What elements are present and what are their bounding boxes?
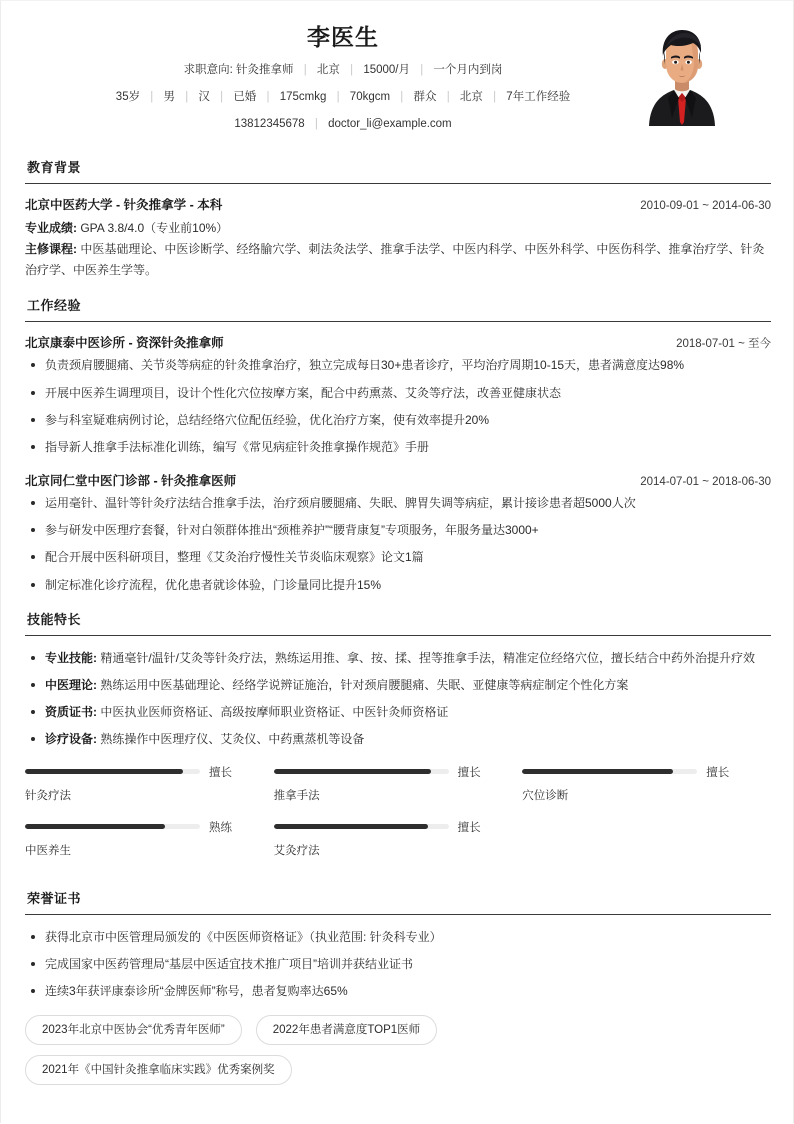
skill-bar-track <box>25 824 200 829</box>
education-gpa-row <box>25 218 771 239</box>
list-item <box>25 649 771 668</box>
work-bullet-list <box>25 356 771 457</box>
education-school-major: 北京中医药大学 - 针灸推拿学 - 本科 <box>25 198 223 213</box>
separator-icon: | <box>420 63 424 76</box>
work-entry-head <box>25 471 771 489</box>
list-item <box>25 703 771 722</box>
work-entry-head <box>25 333 771 351</box>
skill-bar-name: 艾灸疗法 <box>273 844 320 857</box>
skill-bar-fill <box>274 769 432 774</box>
education-entry <box>25 195 771 281</box>
education-gpa-label: 专业成绩: <box>25 221 77 236</box>
skill-bar-name: 针灸疗法 <box>25 789 71 802</box>
section-education <box>25 157 771 281</box>
skill-bar-track <box>274 769 449 774</box>
skill-value: 熟练运用中医基础理论、经络学说辨证施治，针对颈肩腰腿痛、失眠、亚健康等病症制定个性化方案 <box>100 678 629 693</box>
separator-icon: | <box>314 117 318 130</box>
separator-icon: | <box>266 90 270 103</box>
skill-bar-group <box>25 764 771 874</box>
skill-label: 诊疗设备: <box>45 732 97 747</box>
basic-weight: 70kgcm <box>349 90 391 103</box>
skill-bar-fill <box>25 769 183 774</box>
basic-age: 35岁 <box>115 90 141 103</box>
section-title-honors: 荣誉证书 <box>25 888 771 915</box>
skill-bar-row <box>274 764 507 780</box>
list-item: 连续3年获评康泰诊所“金牌医师”称号，患者复购率达65% <box>25 982 771 1001</box>
skill-bar-item <box>522 764 771 803</box>
skill-bar-item <box>274 764 523 803</box>
section-skills <box>25 609 771 874</box>
section-title-work: 工作经验 <box>25 295 771 322</box>
list-item: 获得北京市中医管理局颁发的《中医医师资格证》（执业范围: 针灸科专业） <box>25 928 771 947</box>
section-body-honors <box>25 915 771 1086</box>
section-work <box>25 295 771 595</box>
basic-height: 175cmkg <box>279 90 327 103</box>
section-honors <box>25 888 771 1086</box>
basic-ethnicity: 汉 <box>198 90 210 103</box>
skill-bar-level: 擅长 <box>209 766 232 779</box>
skill-bar-fill <box>274 824 428 829</box>
resume-page <box>1 1 794 1124</box>
skill-bar-level: 擅长 <box>457 766 481 779</box>
skill-label: 中医理论: <box>45 678 97 693</box>
list-item: 指导新人推拿手法标准化训练，编写《常见病症针灸推拿操作规范》手册 <box>25 438 771 457</box>
job-intent-city: 北京 <box>316 63 340 76</box>
skill-label: 资质证书: <box>45 705 97 720</box>
skills-bullet-list <box>25 649 771 750</box>
resume-header <box>25 1 771 143</box>
skill-value: 熟练操作中医理疗仪、艾灸仪、中药熏蒸机等设备 <box>100 732 365 747</box>
list-item: 配合开展中医科研项目，整理《艾灸治疗慢性关节炎临床观察》论文1篇 <box>25 548 771 567</box>
contact-phone[interactable]: 13812345678 <box>234 117 305 130</box>
separator-icon: | <box>220 90 224 103</box>
separator-icon: | <box>400 90 404 103</box>
honor-tag[interactable]: 2021年《中国针灸推拿临床实践》优秀案例奖 <box>25 1055 292 1085</box>
job-intent-label: 求职意向: <box>183 63 233 76</box>
separator-icon: | <box>185 90 189 103</box>
section-body-work <box>25 322 771 595</box>
skill-bar-item <box>25 819 274 858</box>
list-item <box>25 730 771 749</box>
skill-bar-row <box>25 819 258 835</box>
skill-bar-track <box>25 769 200 774</box>
section-body-education <box>25 184 771 281</box>
section-title-skills: 技能特长 <box>25 609 771 636</box>
contact-email[interactable]: doctor_li@example.com <box>328 117 452 130</box>
honor-tag[interactable]: 2023年北京中医协会“优秀青年医师” <box>25 1015 242 1045</box>
list-item: 开展中医养生调理项目，设计个性化穴位按摩方案，配合中药熏蒸、艾灸等疗法，改善亚健康状态 <box>25 384 771 403</box>
education-courses-row <box>25 239 771 281</box>
basic-experience-years: 7年工作经验 <box>506 90 571 103</box>
list-item: 完成国家中医药管理局“基层中医适宜技术推广项目”培训并获结业证书 <box>25 955 771 974</box>
honor-tag-group <box>25 1015 675 1085</box>
basic-marital-status: 已婚 <box>233 90 257 103</box>
work-date-range: 2018-07-01 ~ 至今 <box>676 338 771 351</box>
list-item: 负责颈肩腰腿痛、关节炎等病症的针灸推拿治疗，独立完成每日30+患者诊疗，平均治疗周期10-15天，患者满意度达98% <box>25 356 771 375</box>
work-company-role: 北京同仁堂中医门诊部 - 针灸推拿医师 <box>25 474 237 489</box>
skill-bar-name: 中医养生 <box>25 844 71 857</box>
separator-icon: | <box>446 90 450 103</box>
education-gpa-value: GPA 3.8/4.0（专业前10%） <box>80 221 229 236</box>
education-courses-label: 主修课程: <box>25 242 77 257</box>
separator-icon: | <box>303 63 307 76</box>
separator-icon: | <box>336 90 340 103</box>
skill-label: 专业技能: <box>45 650 97 665</box>
avatar-illustration <box>635 26 729 126</box>
separator-icon: | <box>350 63 354 76</box>
job-intent-position: 针灸推拿师 <box>236 63 294 76</box>
section-title-education: 教育背景 <box>25 157 771 184</box>
work-bullet-list <box>25 494 771 595</box>
basic-gender: 男 <box>163 90 175 103</box>
skill-bar-item <box>274 819 523 858</box>
honor-tag[interactable]: 2022年患者满意度TOP1医师 <box>256 1015 437 1045</box>
separator-icon: | <box>493 90 497 103</box>
education-entry-head <box>25 195 771 213</box>
skill-bar-track <box>274 824 449 829</box>
list-item <box>25 676 771 695</box>
work-entry <box>25 471 771 595</box>
honors-bullet-list <box>25 928 771 1002</box>
skill-bar-name: 穴位诊断 <box>522 789 569 802</box>
skill-bar-level: 擅长 <box>706 766 730 779</box>
skill-bar-level: 熟练 <box>209 821 232 834</box>
work-entry <box>25 333 771 457</box>
work-date-range: 2014-07-01 ~ 2018-06-30 <box>640 476 771 489</box>
list-item: 参与科室疑难病例讨论，总结经络穴位配伍经验，优化治疗方案，使有效率提升20% <box>25 411 771 430</box>
skill-bar-name: 推拿手法 <box>273 789 320 802</box>
list-item: 参与研发中医理疗套餐，针对白领群体推出“颈椎养护”“腰背康复”专项服务，年服务量达3000+ <box>25 521 771 540</box>
skill-value: 精通毫针/温针/艾灸等针灸疗法，熟练运用推、拿、按、揉、捏等推拿手法，精准定位经络穴位，擅长结合中药外治提升疗效 <box>100 650 756 665</box>
list-item: 制定标准化诊疗流程，优化患者就诊体验，门诊量同比提升15% <box>25 576 771 595</box>
skill-bar-row <box>522 764 755 780</box>
candidate-name: 李医生 <box>307 24 379 50</box>
basic-political-status: 群众 <box>413 90 437 103</box>
skill-bar-item <box>25 764 274 803</box>
basic-residence: 北京 <box>459 90 483 103</box>
job-intent-availability: 一个月内到岗 <box>433 63 503 76</box>
education-courses-value: 中医基础理论、中医诊断学、经络腧穴学、刺法灸法学、推拿手法学、中医内科学、中医外科学、中医伤科学、推拿治疗学、针灸治疗学、中医养生学等。 <box>25 242 765 278</box>
job-intent-salary: 15000/月 <box>363 63 410 76</box>
skill-value: 中医执业医师资格证、高级按摩师职业资格证、中医针灸师资格证 <box>100 705 449 720</box>
skill-bar-level: 擅长 <box>457 821 481 834</box>
work-company-role: 北京康泰中医诊所 - 资深针灸推拿师 <box>25 336 224 351</box>
skill-bar-fill <box>25 824 165 829</box>
separator-icon: | <box>150 90 154 103</box>
avatar <box>635 26 729 126</box>
list-item: 运用毫针、温针等针灸疗法结合推拿手法，治疗颈肩腰腿痛、失眠、脾胃失调等病症，累计接诊患者超5000人次 <box>25 494 771 513</box>
skill-bar-fill <box>522 769 673 774</box>
skill-bar-row <box>25 764 258 780</box>
skill-bar-track <box>522 769 697 774</box>
skill-bar-row <box>274 819 507 835</box>
education-date-range: 2010-09-01 ~ 2014-06-30 <box>640 200 771 213</box>
section-body-skills <box>25 636 771 874</box>
